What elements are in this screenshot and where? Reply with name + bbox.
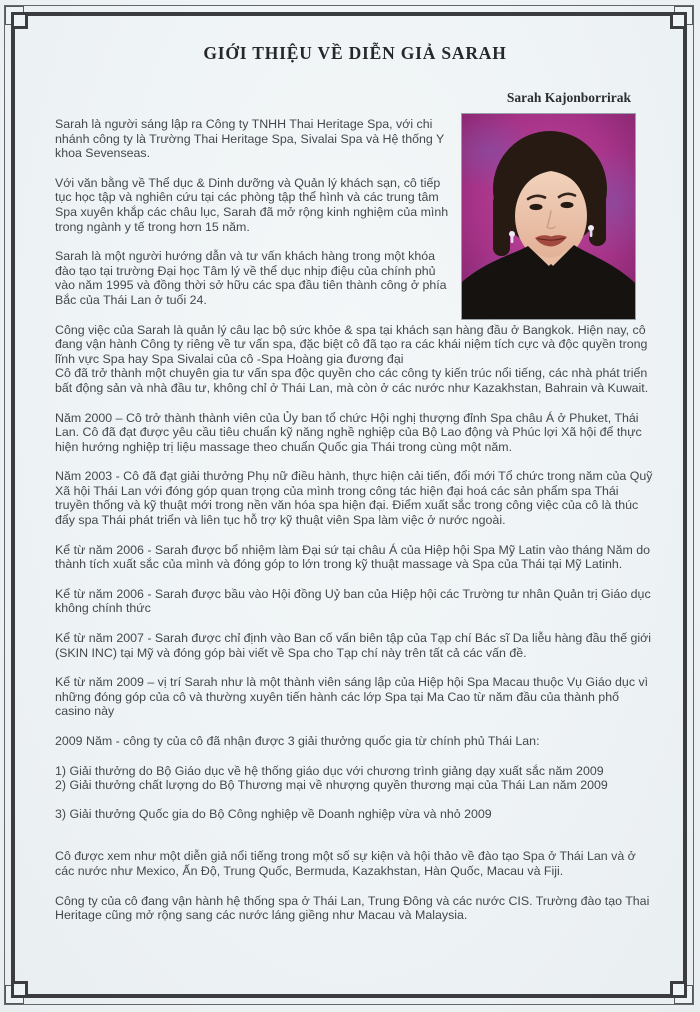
body-paragraph-work: Công việc của Sarah là quản lý câu lạc bộ sức khỏe & spa tại khách sạn hàng đầu ở Bangkok. Hiện nay, cô đang vận hành Công ty riêng về tư vấn spa, đặc biệt cô đã tạo ra các khái niệm tích cực và độc quyền trong lĩnh vực Spa hay Spa Sivalai của cô -Spa Hoàng gia đương đại bbox=[55, 322, 648, 366]
portrait-figure bbox=[455, 90, 655, 320]
body-paragraph-2006-council: Kể từ năm 2006 - Sarah được bầu vào Hội đồng Uỷ ban của Hiệp hội các Trường tư nhân Quản trị Giáo dục không chính thức bbox=[55, 586, 651, 616]
body-paragraph-year-2003: Năm 2003 - Cô đã đạt giải thưởng Phụ nữ điều hành, thực hiện cải tiến, đổi mới Tổ chức trong năm của Quỹ Xã hội Thái Lan với đóng góp quan trọng của mình trong công tác hiện đại hoá các sản phẩm spa Thái truyền thống và kỹ thuật mới trong nền văn hóa spa hiện đại. Điểm xuất sắc trong công việc của cô là thúc đẩy spa Thái phát triển và liên tục hỗ trợ kỹ thuật viên Spa làm việc ở nước ngoài. bbox=[55, 469, 653, 528]
page-title: GIỚI THIỆU VỀ DIỄN GIẢ SARAH bbox=[203, 43, 507, 63]
body-paragraph-2009-awards-intro: 2009 Năm - công ty của cô đã nhận được 3 giải thưởng quốc gia từ chính phủ Thái Lan: bbox=[55, 734, 540, 748]
body-paragraph-company-network: Công ty của cô đang vận hành hệ thống spa ở Thái Lan, Trung Đông và các nước CIS. Trường đào tạo Thai Heritage cũng mở rộng sang các nước láng giềng như Macau và Malaysia. bbox=[55, 893, 650, 923]
body-paragraph-2006-ambassador: Kể từ năm 2006 - Sarah được bổ nhiệm làm Đại sứ tại châu Á của Hiệp hội Spa Mỹ Latin vào tháng Năm do thành tích xuất sắc của mình và đóng góp to lớn trong kỹ thuật massage và Spa của Thái tại Mỹ Latinh. bbox=[55, 542, 651, 572]
award-item-industry: 3) Giải thưởng Quốc gia do Bộ Công nghiệp về Doanh nghiệp vừa và nhỏ 2009 bbox=[55, 806, 492, 821]
portrait-photo bbox=[461, 113, 636, 320]
body-paragraph-instructor: Sarah là một người hướng dẫn và tư vấn khách hàng trong một khóa đào tạo tại trường Đại học Tâm lý về thể dục nhịp điệu của chính phủ vào năm 1995 và đồng thời sở hữu các spa đầu tiên thành công ở phía Bắc của Thái Lan ở tuổi 24. bbox=[55, 249, 447, 307]
portrait-illustration bbox=[462, 114, 635, 319]
body-paragraph-founder: Sarah là người sáng lập ra Công ty TNHH Thai Heritage Spa, với chi nhánh công ty là Trường Thai Heritage Spa, Sivalai Spa và Hệ thống Y khoa Sevenseas. bbox=[55, 117, 445, 161]
award-item-education: 1) Giải thưởng do Bộ Giáo dục về hệ thống giáo dục với chương trình giảng dạy xuất sắc năm 2009 bbox=[55, 763, 604, 778]
award-item-commerce: 2) Giải thưởng chất lượng do Bộ Thương mại về nhượng quyền thương mại của Thái Lan năm 2009 bbox=[55, 778, 608, 793]
body-paragraph-year-2000: Năm 2000 – Cô trở thành thành viên của Ủy ban tổ chức Hội nghị thượng đỉnh Spa châu Á ở Phuket, Thái Lan. Cô đã đạt được yêu cầu tiêu chuẩn kỹ năng nghề nghiệp của Bộ Lao động và Phúc lợi Xã hội để thực hiện hướng nghiệp trị liệu massage theo chuẩn Quốc gia Thái trong cùng một năm. bbox=[55, 410, 642, 454]
photo-caption: Sarah Kajonborrirak bbox=[506, 90, 631, 105]
body-paragraph-consultant: Cô đã trở thành một chuyên gia tư vấn spa độc quyền cho các công ty kiến trúc nổi tiếng, các nhà phát triển bất động sản và nhà đầu tư, không chỉ ở Thái Lan, mà còn ở các nước như Kazakhstan, Bahrain và Kuwait. bbox=[55, 366, 649, 395]
body-paragraph-2009-macau: Kể từ năm 2009 – vị trí Sarah như là một thành viên sáng lập của Hiệp hội Spa Macau thuộc Vụ Giáo dục vì những đóng góp của cô và thường xuyên tiến hành các lớp Spa tại Ma Cao từ năm đầu của thành phố casino này bbox=[55, 675, 649, 719]
body-paragraph-2007-skin-inc: Kể từ năm 2007 - Sarah được chỉ định vào Ban cố vấn biên tập của Tạp chí Bác sĩ Da liễu hàng đầu thế giới (SKIN INC) tại Mỹ và đóng góp bài viết về Spa cho Tạp chí này trên tất cả các vấn đề. bbox=[55, 631, 652, 660]
awards-list bbox=[55, 764, 655, 822]
body-paragraph-speaker: Cô được xem như một diễn giả nổi tiếng trong một số sự kiện và hội thảo về đào tạo Spa ở Thái Lan và ở các nước như Mexico, Ấn Độ, Trung Quốc, Bermuda, Kazakhstan, Hàn Quốc, Macau và Fiji. bbox=[55, 849, 636, 878]
body-paragraph-education: Với văn bằng về Thể dục & Dinh dưỡng và Quản lý khách sạn, cô tiếp tục học tập và nghiên cứu tại các phòng tập thể hình và các trung tâm Spa xuyên khắp các châu lục, Sarah đã mở rộng kinh nghiệm của mình trong ngành y tế trong hơn 15 năm. bbox=[55, 175, 449, 234]
